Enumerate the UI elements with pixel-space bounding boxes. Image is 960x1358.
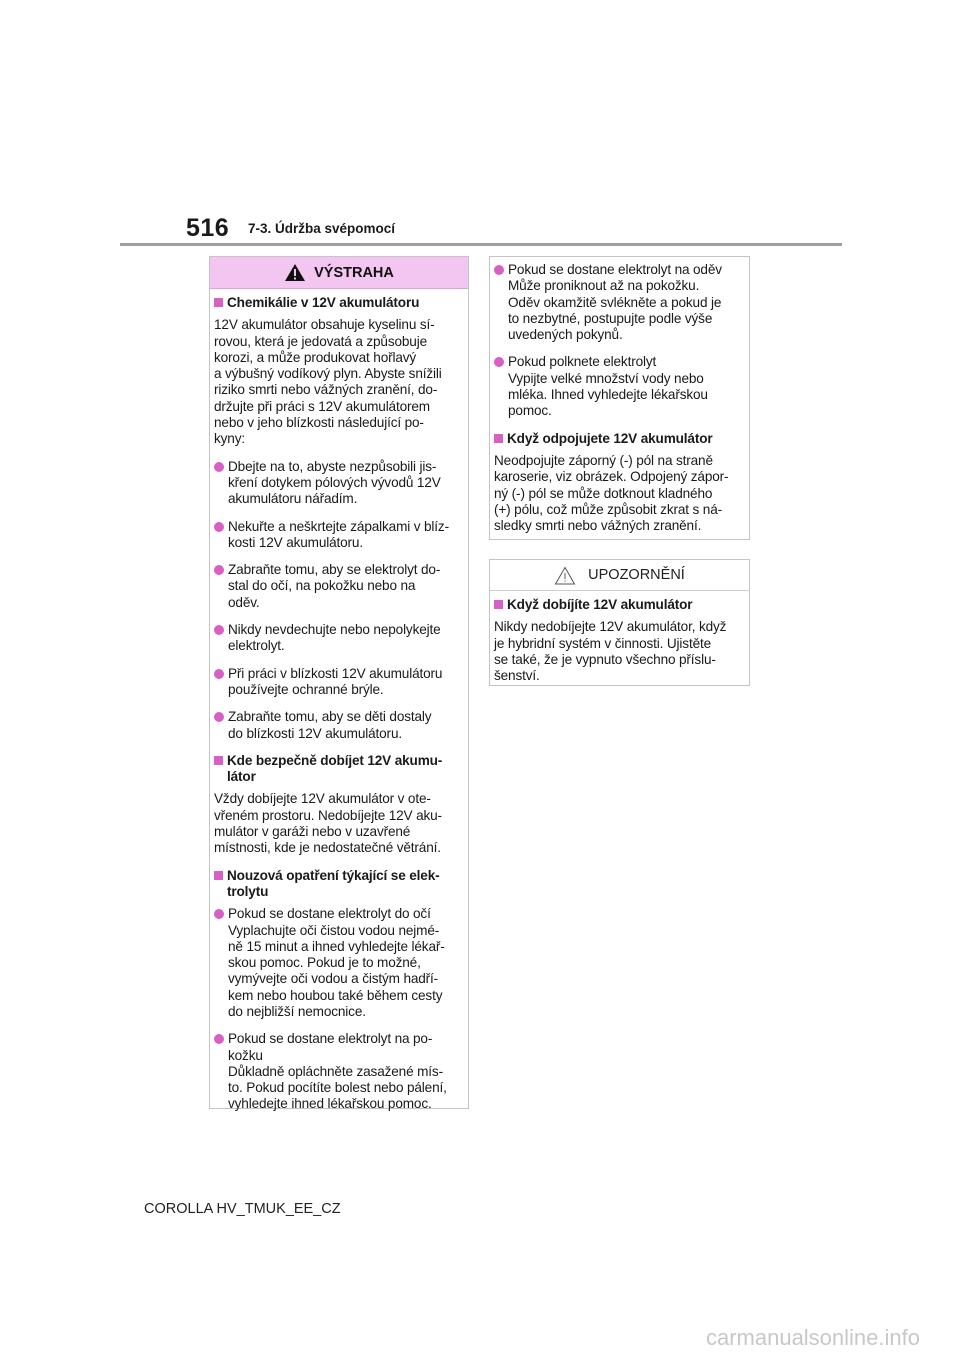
watermark: carmanualsonline.info bbox=[705, 1325, 920, 1350]
round-bullet-icon bbox=[494, 357, 504, 367]
round-bullet-icon bbox=[214, 909, 224, 919]
bullet-item: Pokud polknete elektrolyt Vypijte velké množství vody nebo mléka. Ihned vyhledejte lékařskou pomoc. bbox=[494, 354, 745, 419]
notice-body bbox=[490, 591, 749, 684]
round-bullet-icon bbox=[214, 462, 224, 472]
warning-box bbox=[209, 256, 469, 1112]
section-heading: Když odpojujete 12V akumulátor bbox=[494, 431, 745, 447]
bullet-item: Pokud se dostane elektrolyt na po- kožku Důkladně opláchněte zasažené mís- to. Pokud pocítíte bolest nebo pálení, vyhledejte ihned lékařskou pomoc. bbox=[214, 1031, 464, 1112]
warning-continued-body bbox=[490, 257, 749, 534]
notice-title: UPOZORNĚNÍ bbox=[588, 567, 685, 583]
notice-box bbox=[489, 559, 750, 686]
bullet-item: Zabraňte tomu, aby se elektrolyt do- stal do očí, na pokožku nebo na oděv. bbox=[214, 562, 464, 611]
paragraph: 12V akumulátor obsahuje kyselinu sí- rovou, která je jedovatá a způsobuje korozi, a může produkovat hořlavý a výbušný vodíkový plyn. Abyste snížili riziko smrti nebo vážných zranění, do- držujte při práci s 12V akumulátorem nebo v jeho blízkosti následující po- kyny: bbox=[214, 317, 442, 447]
section-heading: Nouzová opatření týkající se elek- trolytu bbox=[214, 868, 464, 901]
notice-header bbox=[490, 560, 749, 591]
square-bullet-icon bbox=[214, 298, 223, 307]
square-bullet-icon bbox=[494, 434, 503, 443]
paragraph: Vždy dobíjejte 12V akumulátor v ote- vřeném prostoru. Nedobíjejte 12V aku- mulátor v garáži nebo v uzavřené místnosti, kde je nedostatečné větrání. bbox=[214, 791, 442, 856]
section-heading: Kde bezpečně dobíjet 12V akumu- látor bbox=[214, 753, 464, 786]
paragraph: Nikdy nedobíjejte 12V akumulátor, když je hybridní systém v činnosti. Ujistěte se také, že je vypnuto všechno příslu- šenství. bbox=[494, 619, 727, 684]
round-bullet-icon bbox=[494, 265, 504, 275]
round-bullet-icon bbox=[214, 625, 224, 635]
round-bullet-icon bbox=[214, 669, 224, 679]
warning-body bbox=[210, 289, 468, 1113]
paragraph: Neodpojujte záporný (-) pól na straně karoserie, viz obrázek. Odpojený zápor- ný (-) pól se může dotknout kladného (+) pólu, což může způsobit zkrat s ná- sledky smrti nebo vážných zranění. bbox=[494, 452, 729, 534]
bullet-item: Nikdy nevdechujte nebo nepolykejte elektrolyt. bbox=[214, 622, 464, 655]
warning-title: VÝSTRAHA bbox=[314, 264, 394, 281]
section-heading: Když dobíjíte 12V akumulátor bbox=[494, 597, 745, 613]
bullet-item: Pokud se dostane elektrolyt na oděv Může proniknout až na pokožku. Oděv okamžitě svlékněte a pokud je to nezbytné, postupujte podle výše uvedených pokynů. bbox=[494, 262, 745, 343]
header-rule bbox=[120, 243, 842, 246]
bullet-item: Dbejte na to, abyste nezpůsobili jis- kření dotykem pólových vývodů 12V akumulátoru nářadím. bbox=[214, 459, 464, 508]
bullet-item: Zabraňte tomu, aby se děti dostaly do blízkosti 12V akumulátoru. bbox=[214, 709, 464, 742]
section-title: 7-3. Údržba svépomocí bbox=[248, 221, 396, 236]
document-code: COROLLA HV_TMUK_EE_CZ bbox=[144, 1201, 341, 1217]
square-bullet-icon bbox=[214, 756, 223, 765]
round-bullet-icon bbox=[214, 522, 224, 532]
page-number: 516 bbox=[186, 214, 230, 242]
warning-header bbox=[210, 257, 468, 289]
square-bullet-icon bbox=[214, 871, 223, 880]
bullet-item: Nekuřte a neškrtejte zápalkami v blíz- kosti 12V akumulátoru. bbox=[214, 519, 464, 552]
round-bullet-icon bbox=[214, 712, 224, 722]
round-bullet-icon bbox=[214, 1034, 224, 1044]
square-bullet-icon bbox=[494, 600, 503, 609]
bullet-item: Při práci v blízkosti 12V akumulátoru používejte ochranné brýle. bbox=[214, 666, 464, 699]
caution-triangle-icon bbox=[554, 566, 576, 585]
bullet-item: Pokud se dostane elektrolyt do očí Vyplachujte oči čistou vodou nejmé- ně 15 minut a ihned vyhledejte lékař- skou pomoc. Pokud je to možné, vymývejte oči vodou a čistým hadří- kem nebo houbou také během cesty do nejbližší nemocnice. bbox=[214, 906, 464, 1020]
round-bullet-icon bbox=[214, 565, 224, 575]
warning-triangle-icon bbox=[284, 263, 306, 282]
section-heading: Chemikálie v 12V akumulátoru bbox=[214, 295, 464, 311]
warning-box-continued bbox=[489, 256, 750, 540]
